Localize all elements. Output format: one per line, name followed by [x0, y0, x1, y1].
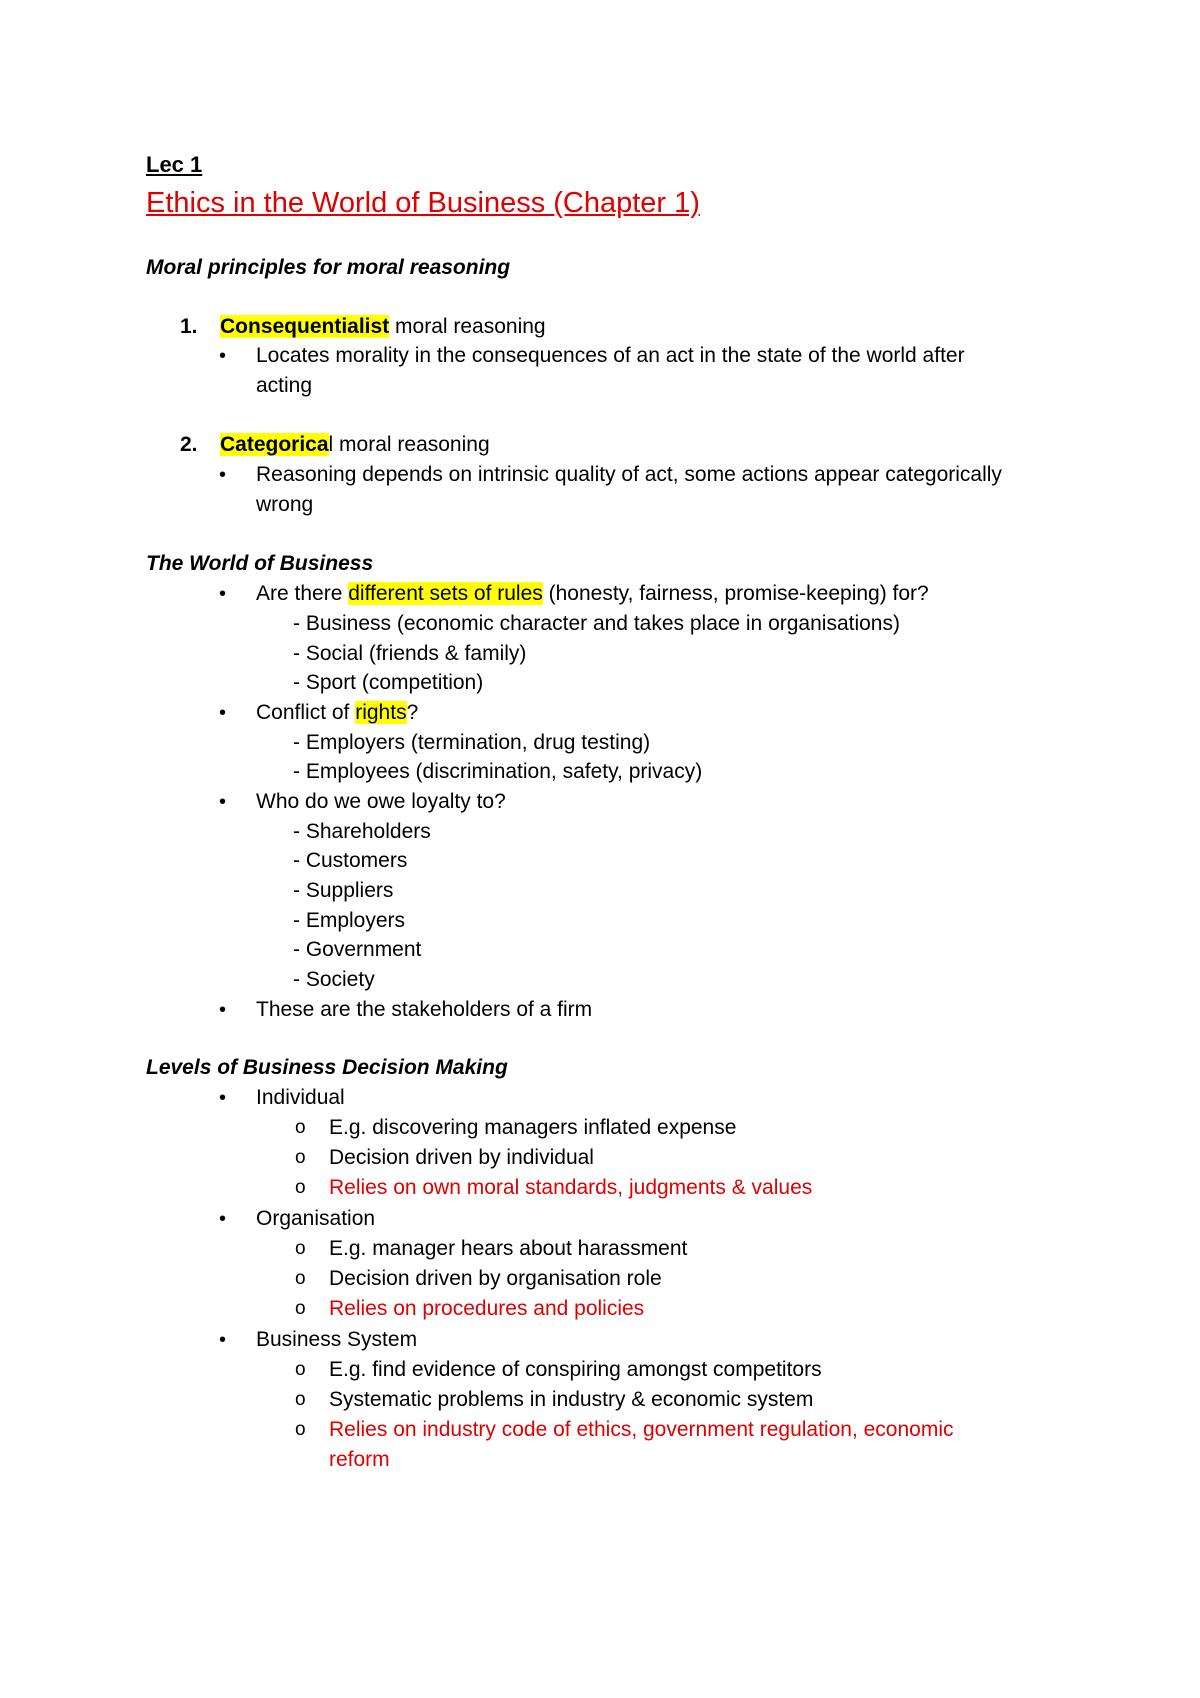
bullet-icon: • [219, 583, 227, 605]
bullet-icon: • [219, 1087, 227, 1109]
sub-item: - Sport (competition) [293, 671, 484, 694]
circle-bullet-icon: o [295, 1359, 306, 1380]
circle-bullet-icon: o [295, 1419, 306, 1440]
bullet-icon: • [219, 1329, 227, 1351]
item-text: moral reasoning [389, 315, 546, 338]
section-heading-levels: Levels of Business Decision Making [146, 1056, 508, 1079]
section-heading-world-of-business: The World of Business [146, 552, 374, 575]
sub-item: - Government [293, 938, 422, 961]
sub-item: - Business (economic character and takes place in organisations) [293, 612, 900, 635]
level-point: Systematic problems in industry & economic system [329, 1388, 814, 1411]
level-point: Decision driven by individual [329, 1146, 594, 1169]
level-point-reliance: Relies on procedures and policies [329, 1297, 645, 1320]
numbered-item-2 [180, 432, 490, 458]
level-label-organisation: Organisation [256, 1207, 376, 1230]
bullet-icon: • [219, 1208, 227, 1230]
level-point: E.g. manager hears about harassment [329, 1237, 688, 1260]
level-point-reliance: Relies on own moral standards, judgments & values [329, 1176, 813, 1199]
bullet-text [256, 700, 418, 726]
sub-item: - Suppliers [293, 879, 394, 902]
bullet-icon: • [219, 464, 227, 486]
document-title: Ethics in the World of Business (Chapter 1) [146, 187, 700, 219]
level-label-individual: Individual [256, 1086, 345, 1109]
level-point: E.g. find evidence of conspiring amongst competitors [329, 1358, 822, 1381]
circle-bullet-icon: o [295, 1268, 306, 1289]
bullet-icon: • [219, 345, 227, 367]
highlighted-term: different sets of rules [348, 582, 543, 605]
sub-item: - Customers [293, 849, 408, 872]
sub-item: - Employers [293, 909, 406, 932]
circle-bullet-icon: o [295, 1177, 306, 1198]
item-number: 1. [180, 315, 198, 338]
sub-item: - Employees (discrimination, safety, privacy) [293, 760, 703, 783]
bullet-text-continued: wrong [256, 493, 314, 516]
level-point: Decision driven by organisation role [329, 1267, 662, 1290]
circle-bullet-icon: o [295, 1298, 306, 1319]
sub-item: - Employers (termination, drug testing) [293, 731, 651, 754]
numbered-item-1 [180, 314, 546, 340]
level-label-business-system: Business System [256, 1328, 418, 1351]
text-segment: Conflict of [256, 701, 356, 724]
sub-item: - Shareholders [293, 820, 431, 843]
bullet-text: Locates morality in the consequences of an act in the state of the world after [256, 344, 965, 367]
highlighted-term: Consequentialist [220, 315, 390, 338]
text-segment: (honesty, fairness, promise-keeping) for? [542, 582, 929, 605]
sub-item: - Society [293, 968, 375, 991]
bullet-text: Reasoning depends on intrinsic quality of act, some actions appear categorically [256, 463, 1002, 486]
bullet-text: These are the stakeholders of a firm [256, 998, 593, 1021]
highlighted-term: rights [355, 701, 407, 724]
item-text: l moral reasoning [328, 433, 490, 456]
bullet-icon: • [219, 702, 227, 724]
highlighted-term: Categorica [220, 433, 329, 456]
level-point-reliance-continued: reform [329, 1448, 390, 1471]
bullet-icon: • [219, 791, 227, 813]
bullet-text-continued: acting [256, 374, 313, 397]
lecture-label: Lec 1 [146, 152, 203, 177]
bullet-text [256, 581, 929, 607]
text-segment: ? [406, 701, 419, 724]
circle-bullet-icon: o [295, 1117, 306, 1138]
level-point-reliance: Relies on industry code of ethics, government regulation, economic [329, 1418, 954, 1441]
circle-bullet-icon: o [295, 1238, 306, 1259]
circle-bullet-icon: o [295, 1389, 306, 1410]
text-segment: Are there [256, 582, 349, 605]
sub-item: - Social (friends & family) [293, 642, 527, 665]
bullet-text: Who do we owe loyalty to? [256, 790, 506, 813]
level-point: E.g. discovering managers inflated expense [329, 1116, 737, 1139]
circle-bullet-icon: o [295, 1147, 306, 1168]
bullet-icon: • [219, 999, 227, 1021]
section-heading-moral-principles: Moral principles for moral reasoning [146, 256, 511, 279]
item-number: 2. [180, 433, 198, 456]
